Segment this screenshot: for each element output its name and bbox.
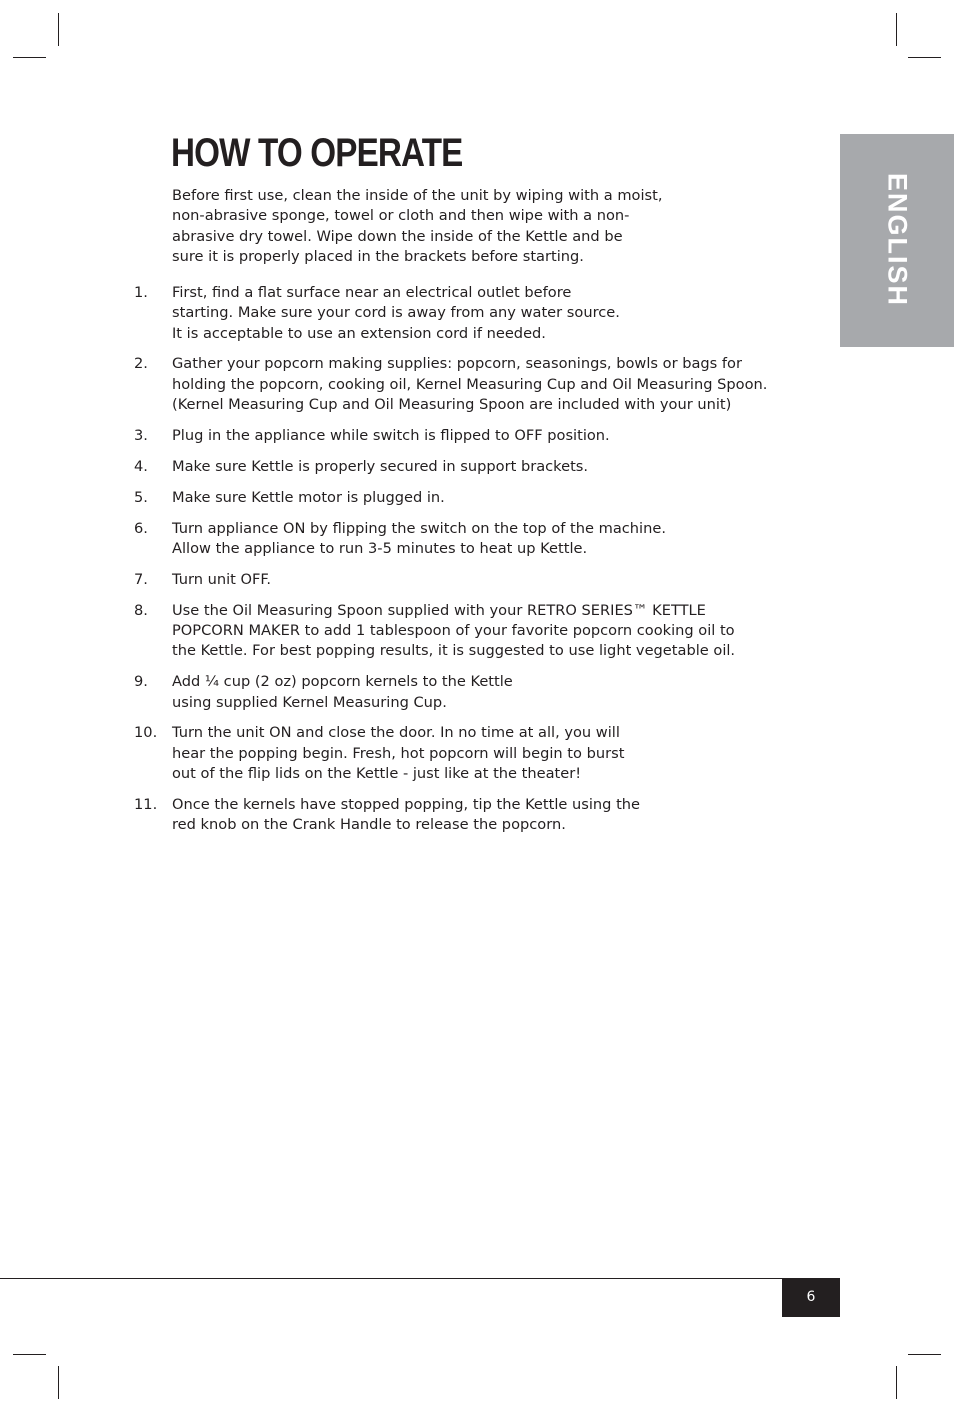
page-title: HOW TO OPERATE bbox=[171, 131, 463, 175]
step-text: Turn appliance ON by flipping the switch on the top of the machine. Allow the appliance to run 3-5 minutes to heat up Kettle. bbox=[172, 519, 666, 557]
step-text: Plug in the appliance while switch is flipped to OFF position. bbox=[172, 426, 610, 444]
footer-rule bbox=[0, 1278, 840, 1279]
crop-mark bbox=[908, 1354, 941, 1355]
step-item bbox=[134, 457, 834, 477]
step-text: Turn unit OFF. bbox=[172, 570, 272, 588]
step-text: Use the Oil Measuring Spoon supplied with your RETRO SERIES™ KETTLE POPCORN MAKER to add 1 tablespoon of your favorite popcorn cooking oil to the Kettle. For best popping results, it is suggested to use light vegetable oil. bbox=[172, 601, 736, 660]
step-item bbox=[134, 488, 834, 508]
step-text: Add ¼ cup (2 oz) popcorn kernels to the Kettle using supplied Kernel Measuring Cup. bbox=[172, 673, 513, 711]
step-number: 3. bbox=[134, 426, 148, 444]
step-text: Make sure Kettle is properly secured in support brackets. bbox=[172, 457, 589, 475]
steps-list bbox=[134, 283, 834, 846]
step-number: 11. bbox=[134, 795, 158, 813]
step-number: 7. bbox=[134, 570, 148, 588]
step-item bbox=[134, 426, 834, 446]
step-item bbox=[134, 601, 834, 662]
step-number: 5. bbox=[134, 488, 148, 506]
step-text: Make sure Kettle motor is plugged in. bbox=[172, 488, 445, 506]
step-number: 10. bbox=[134, 724, 158, 742]
step-text: Gather your popcorn making supplies: popcorn, seasonings, bowls or bags for holding the popcorn, cooking oil, Kernel Measuring Cup and Oil Measuring Spoon. (Kernel Measuring Cup and Oil Measuring Spoon are included with your unit) bbox=[172, 355, 768, 414]
step-item bbox=[134, 570, 834, 590]
crop-mark bbox=[908, 57, 941, 58]
step-number: 2. bbox=[134, 355, 148, 373]
step-number: 6. bbox=[134, 519, 148, 537]
intro-paragraph: Before first use, clean the inside of the unit by wiping with a moist, non-abrasive sponge, towel or cloth and then wipe with a non- abrasive dry towel. Wipe down the inside of the Kettle and be sure it is properly placed in the brackets before starting. bbox=[172, 187, 663, 265]
crop-mark bbox=[13, 1354, 46, 1355]
step-item bbox=[134, 672, 834, 713]
step-item bbox=[134, 723, 834, 784]
step-item bbox=[134, 354, 834, 415]
crop-mark bbox=[896, 1366, 897, 1399]
crop-mark bbox=[896, 13, 897, 46]
step-number: 8. bbox=[134, 601, 148, 619]
step-item bbox=[134, 795, 834, 836]
step-text: Once the kernels have stopped popping, tip the Kettle using the red knob on the Crank Handle to release the popcorn. bbox=[172, 795, 641, 834]
step-number: 4. bbox=[134, 457, 148, 475]
crop-mark bbox=[58, 13, 59, 46]
step-number: 1. bbox=[134, 284, 148, 301]
step-number: 9. bbox=[134, 673, 148, 691]
language-tab bbox=[840, 134, 954, 347]
crop-mark bbox=[13, 57, 46, 58]
language-tab-label: ENGLISH bbox=[882, 172, 913, 308]
page-number: 6 bbox=[782, 1278, 840, 1317]
step-text: Turn the unit ON and close the door. In no time at all, you will hear the popping begin. Fresh, hot popcorn will begin to burst out of the flip lids on the Kettle - just like at the theater! bbox=[172, 724, 625, 782]
step-item bbox=[134, 519, 834, 560]
step-text: First, find a flat surface near an electrical outlet before starting. Make sure your cord is away from any water source. It is acceptable to use an extension cord if needed. bbox=[172, 284, 620, 342]
crop-mark bbox=[58, 1366, 59, 1399]
step-item bbox=[134, 283, 834, 344]
